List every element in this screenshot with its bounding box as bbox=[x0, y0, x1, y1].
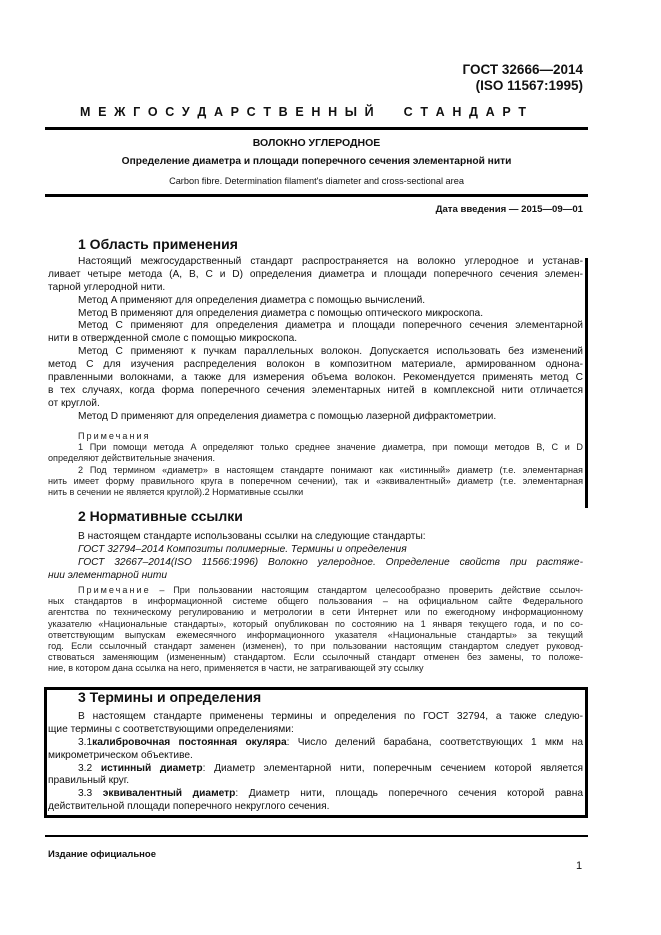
paragraph-line: 1 При помощи метода A определяют только среднее значение диаметра, при помощи методов B, C и D bbox=[78, 442, 583, 453]
paragraph-line: ГОСТ 32794–2014 Композиты полимерные. Термины и определения bbox=[78, 543, 407, 555]
paragraph-line: Метод D применяют для определения диаметра с помощью лазерной дифрактометрии. bbox=[78, 410, 497, 422]
term-definition bbox=[48, 788, 583, 801]
divider bbox=[45, 194, 588, 197]
paragraph-line: указателю «Национальные стандарты», который опубликован по состоянию на 1 января текущего года, и по со- bbox=[48, 618, 583, 629]
term-rest: : Диаметр элементарной нити, поперечным сечением которой является bbox=[202, 762, 583, 774]
change-bar bbox=[585, 258, 588, 508]
section-1-notes bbox=[48, 431, 583, 498]
paragraph-line: ливает четыре метода (A, B, C и D) определения диаметра и площади поперечного сечения элемен- bbox=[48, 268, 583, 280]
paragraph-line: ГОСТ 32667–2014(ISO 11566:1996) Волокно углеродное. Определение свойств при растяже- bbox=[78, 556, 583, 568]
english-title: Carbon fibre. Determination filament's diameter and cross-sectional area bbox=[169, 176, 464, 186]
paragraph-line: ответствующим выпускам ежемесячного информационного указателя «Национальные стандарты» за текущий bbox=[48, 629, 583, 640]
term-term: истинный диаметр bbox=[100, 762, 203, 774]
paragraph-line: от круглой. bbox=[48, 397, 100, 409]
paragraph-line: ствоваться заменяющим (измененным) стандартом. Если ссылочный стандарт отменен без замены, то положе- bbox=[48, 652, 583, 663]
section-3-heading: 3 Термины и определения bbox=[78, 689, 262, 705]
paragraph-line: 2 Под термином «диаметр» в настоящем стандарте понимают как «истинный» диаметр (т.е. элементарная bbox=[78, 464, 583, 475]
paragraph-line: в тех случаях, когда форма поперечного сечения элементарных нитей в комплексной нити отличается bbox=[48, 384, 583, 396]
interstate-standard-label: М Е Ж Г О С У Д А Р С Т В Е Н Н Ы Й С Т А Н Д А Р Т bbox=[80, 105, 529, 119]
paragraph-line: действительной площади поперечного некруглого сечения. bbox=[48, 801, 330, 813]
paragraph-line: метод C для изучения распределения волокон в композитном материале, армированном однона- bbox=[48, 359, 583, 371]
paragraph-line: ных стандартов в информационной системе общего пользования – на официальном сайте Федерального bbox=[48, 596, 583, 607]
term-num: 3.2 bbox=[78, 762, 101, 774]
note-text: – При пользовании настоящим стандартом целесообразно проверить действие ссылоч- bbox=[159, 585, 583, 595]
section-2-body bbox=[48, 531, 583, 583]
document-title: ВОЛОКНО УГЛЕРОДНОЕ bbox=[252, 137, 381, 149]
notes-label: Примечания bbox=[78, 431, 151, 441]
paragraph-line: определяют действительные значения. bbox=[48, 453, 215, 464]
note-label: Примечание bbox=[78, 585, 151, 595]
paragraph-line: микрометрическом объективе. bbox=[48, 749, 193, 761]
paragraph-line: В настоящем стандарте использованы ссылки на следующие стандарты: bbox=[78, 531, 426, 542]
paragraph-line: правильный круг. bbox=[48, 775, 130, 787]
paragraph-line: ние, в котором дана ссылка на него, применяется в части, не затрагивающей эту ссылку bbox=[48, 663, 424, 674]
edition-label: Издание официальное bbox=[48, 849, 156, 860]
paragraph-line: нити в отвержденной смоле с помощью микроскопа. bbox=[48, 333, 298, 345]
paragraph-line: Метод C применяют для определения диаметра и площади поперечного сечения элементарной bbox=[78, 320, 583, 332]
term-rest: : Число делений барабана, соответствующих 1 мкм на bbox=[286, 736, 584, 748]
term-term: калибровочная постоянная окуляра bbox=[92, 736, 287, 748]
paragraph-line bbox=[48, 585, 583, 596]
introduction-date: Дата введения — 2015—09—01 bbox=[435, 204, 583, 215]
paragraph-line: В настоящем стандарте применены термины и определения по ГОСТ 32794, а также следую- bbox=[78, 711, 583, 722]
term-rest: : Диаметр нити, площадь поперечного сечения которой равна bbox=[235, 788, 583, 800]
section-1-body bbox=[48, 256, 583, 424]
document-designation bbox=[463, 62, 583, 94]
paragraph-line: агентства по техническому регулированию и метрологии в сети Интернет или по ежегодному информационному bbox=[48, 607, 583, 618]
term-definition bbox=[48, 763, 583, 776]
footer-rule bbox=[45, 835, 588, 837]
section-2-note bbox=[48, 585, 583, 675]
paragraph-line: щие термины с соответствующими определениями: bbox=[48, 723, 294, 735]
paragraph-line: нить в сечении не является круглой).2 Нормативные ссылки bbox=[48, 486, 304, 497]
paragraph-line: нии элементарной нити bbox=[48, 569, 168, 581]
iso-number: (ISO 11567:1995) bbox=[475, 78, 583, 93]
term-term: эквивалентный диаметр bbox=[102, 788, 236, 800]
paragraph-line: тарной углеродной нити. bbox=[48, 281, 166, 293]
term-definition bbox=[48, 737, 583, 750]
gost-number: ГОСТ 32666—2014 bbox=[462, 62, 583, 77]
document-subtitle: Определение диаметра и площади поперечного сечения элементарной нити bbox=[121, 156, 512, 167]
paragraph-line: Метод A применяют для определения диаметра с помощью вычислений. bbox=[78, 294, 426, 306]
section-1-heading: 1 Область применения bbox=[78, 236, 238, 252]
paragraph-line: Метод B применяют для определения диаметра с помощью оптического микроскопа. bbox=[78, 307, 484, 319]
page-number: 1 bbox=[576, 860, 583, 872]
term-num: 3.1 bbox=[78, 736, 93, 748]
paragraph-line: правленными волокнами, а также для измерения объема волокон. Рекомендуется применять метод C bbox=[48, 372, 583, 384]
section-2-heading: 2 Нормативные ссылки bbox=[78, 508, 243, 524]
paragraph-line: нить имеет форму правильного круга в поперечном сечении), так и «эквивалентный» диаметр (т.е. элементарная bbox=[48, 475, 583, 486]
section-3-body bbox=[48, 711, 583, 814]
paragraph-line: год. Если ссылочный стандарт заменен (изменен), то при пользовании настоящим стандартом следует руковод- bbox=[48, 640, 583, 651]
paragraph-line: Метод C применяют к пучкам параллельных волокон. Допускается использовать без изменений bbox=[78, 346, 583, 358]
term-num: 3.3 bbox=[78, 788, 103, 800]
paragraph-line: Настоящий межгосударственный стандарт распространяется на волокно углеродное и устанав- bbox=[78, 256, 583, 267]
divider bbox=[45, 127, 588, 130]
